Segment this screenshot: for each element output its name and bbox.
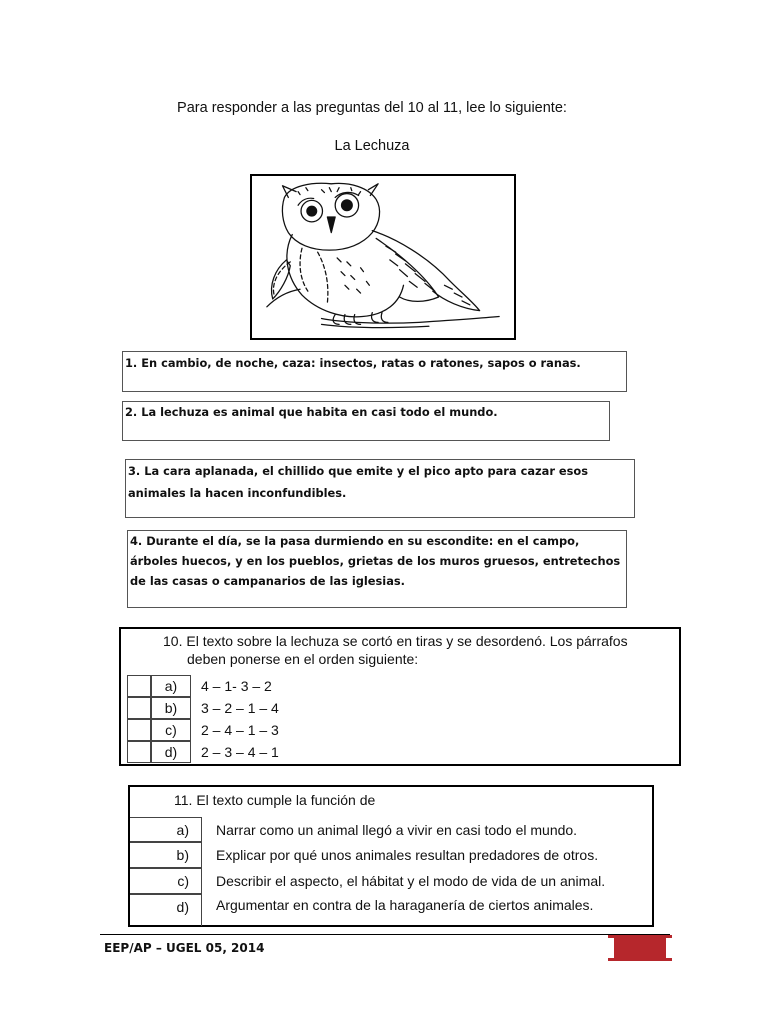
q11-option-c[interactable]	[130, 868, 652, 894]
q11-option-letter: c)	[130, 868, 202, 894]
q11-option-text: Explicar por qué unos animales resultan predadores de otros.	[216, 847, 599, 863]
q11-option-letter: d)	[130, 894, 202, 926]
q10-option-letter: b)	[151, 697, 191, 719]
q10-answer-box[interactable]	[127, 675, 151, 697]
question-10	[119, 627, 681, 766]
q10-option-letter: a)	[151, 675, 191, 697]
q10-option-text: 2 – 3 – 4 – 1	[201, 744, 279, 760]
text-strip-2: 2. La lechuza es animal que habita en casi todo el mundo.	[122, 401, 610, 441]
footer-label: EEP/AP – UGEL 05, 2014	[104, 941, 265, 955]
q10-option-text: 3 – 2 – 1 – 4	[201, 700, 279, 716]
q10-option-a[interactable]	[127, 675, 667, 697]
text-title: La Lechuza	[334, 138, 410, 154]
q10-option-letter: d)	[151, 741, 191, 763]
q11-option-letter: a)	[130, 817, 202, 842]
q11-option-d[interactable]	[130, 894, 652, 926]
q10-option-text: 2 – 4 – 1 – 3	[201, 722, 279, 738]
footer-rule	[100, 934, 670, 935]
footer-page-marker	[614, 937, 666, 959]
q11-option-b[interactable]	[130, 842, 652, 868]
q11-option-text: Argumentar en contra de la haraganería de ciertos animales.	[216, 897, 594, 913]
intro-instruction: Para responder a las preguntas del 10 al 11, lee lo siguiente:	[177, 100, 567, 116]
q10-option-b[interactable]	[127, 697, 667, 719]
text-strip-1: 1. En cambio, de noche, caza: insectos, ratas o ratones, sapos o ranas.	[122, 351, 627, 392]
question-10-stem-line1: 10. El texto sobre la lechuza se cortó en tiras y se desordenó. Los párrafos	[163, 633, 628, 649]
question-11-stem: 11. El texto cumple la función de	[174, 792, 376, 808]
q11-option-text: Narrar como un animal llegó a vivir en casi todo el mundo.	[216, 821, 578, 838]
q10-option-letter: c)	[151, 719, 191, 741]
q10-option-d[interactable]	[127, 741, 667, 763]
q11-option-letter: b)	[130, 842, 202, 868]
q10-answer-box[interactable]	[127, 719, 151, 741]
q10-option-c[interactable]	[127, 719, 667, 741]
text-strip-4: 4. Durante el día, se la pasa durmiendo en su escondite: en el campo, árboles huecos, y en los pueblos, grietas de los muros gruesos, entretechos de las casas o campanarios de las iglesias.	[127, 530, 627, 608]
text-strip-3: 3. La cara aplanada, el chillido que emite y el pico apto para cazar esos animales la hacen inconfundibles.	[125, 459, 635, 518]
question-11	[128, 785, 654, 927]
q11-option-text: Describir el aspecto, el hábitat y el modo de vida de un animal.	[216, 873, 606, 889]
q11-option-a[interactable]	[130, 817, 652, 842]
q10-option-text: 4 – 1- 3 – 2	[201, 678, 272, 694]
question-10-stem-line2: deben ponerse en el orden siguiente:	[187, 651, 419, 667]
owl-illustration	[250, 174, 516, 340]
q10-answer-box[interactable]	[127, 741, 151, 763]
q10-answer-box[interactable]	[127, 697, 151, 719]
